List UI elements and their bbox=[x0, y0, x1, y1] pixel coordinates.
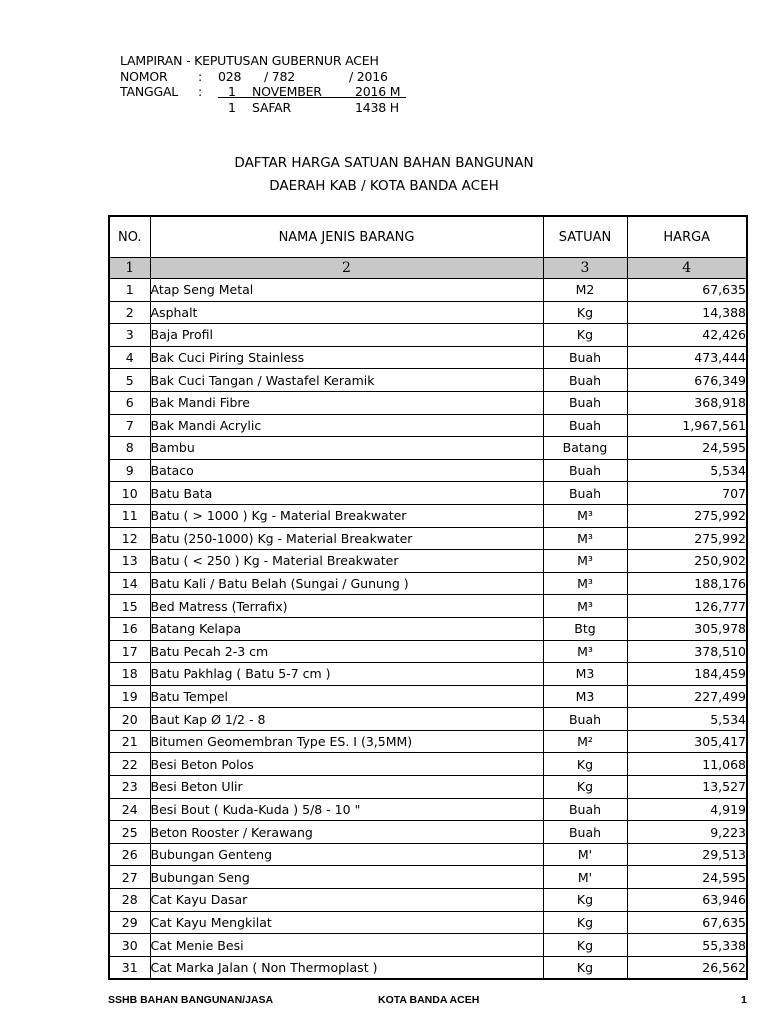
row-satuan: Kg bbox=[543, 776, 627, 799]
row-no: 28 bbox=[109, 889, 150, 912]
tanggal-label: TANGGAL bbox=[120, 84, 179, 99]
row-harga: 126,777 bbox=[627, 595, 747, 618]
nomor-colon: : bbox=[198, 68, 203, 84]
row-name: Bak Cuci Piring Stainless bbox=[150, 346, 543, 369]
row-satuan: M3 bbox=[543, 685, 627, 708]
header-satuan: SATUAN bbox=[543, 216, 627, 258]
row-harga: 275,992 bbox=[627, 527, 747, 550]
row-harga: 473,444 bbox=[627, 346, 747, 369]
row-no: 21 bbox=[109, 730, 150, 753]
table-row bbox=[109, 640, 747, 663]
table-row bbox=[109, 753, 747, 776]
hijri-month: SAFAR bbox=[252, 99, 291, 115]
table-row bbox=[109, 527, 747, 550]
document-title bbox=[0, 152, 768, 198]
row-no: 31 bbox=[109, 956, 150, 979]
nomor-part-a: 028 bbox=[218, 68, 242, 84]
row-satuan: Buah bbox=[543, 482, 627, 505]
row-satuan: Buah bbox=[543, 414, 627, 437]
hijri-year: 1438 H bbox=[355, 99, 399, 115]
row-harga: 24,595 bbox=[627, 437, 747, 460]
table-body bbox=[109, 258, 747, 980]
row-satuan: Kg bbox=[543, 956, 627, 979]
row-name: Batu ( < 250 ) Kg - Material Breakwater bbox=[150, 550, 543, 573]
row-no: 23 bbox=[109, 776, 150, 799]
table-row bbox=[109, 437, 747, 460]
row-name: Besi Bout ( Kuda-Kuda ) 5/8 - 10 " bbox=[150, 798, 543, 821]
row-harga: 26,562 bbox=[627, 956, 747, 979]
row-name: Bubungan Genteng bbox=[150, 843, 543, 866]
row-name: Besi Beton Ulir bbox=[150, 776, 543, 799]
row-harga: 29,513 bbox=[627, 843, 747, 866]
row-satuan: Kg bbox=[543, 911, 627, 934]
row-satuan: Buah bbox=[543, 459, 627, 482]
row-harga: 305,978 bbox=[627, 617, 747, 640]
row-no: 25 bbox=[109, 821, 150, 844]
row-harga: 67,635 bbox=[627, 279, 747, 302]
row-name: Batang Kelapa bbox=[150, 617, 543, 640]
row-name: Atap Seng Metal bbox=[150, 279, 543, 302]
row-no: 15 bbox=[109, 595, 150, 618]
row-no: 26 bbox=[109, 843, 150, 866]
table-row bbox=[109, 279, 747, 302]
page-number: 1 bbox=[741, 994, 747, 1006]
row-name: Bed Matress (Terrafix) bbox=[150, 595, 543, 618]
row-harga: 9,223 bbox=[627, 821, 747, 844]
row-no: 2 bbox=[109, 301, 150, 324]
row-satuan: M³ bbox=[543, 572, 627, 595]
row-no: 3 bbox=[109, 324, 150, 347]
table-row bbox=[109, 776, 747, 799]
table-row bbox=[109, 821, 747, 844]
table-row bbox=[109, 956, 747, 979]
row-name: Bak Mandi Acrylic bbox=[150, 414, 543, 437]
table-row bbox=[109, 685, 747, 708]
row-harga: 275,992 bbox=[627, 504, 747, 527]
row-harga: 188,176 bbox=[627, 572, 747, 595]
tanggal-day: 1 bbox=[228, 84, 236, 99]
table-row bbox=[109, 550, 747, 573]
row-harga: 11,068 bbox=[627, 753, 747, 776]
row-no: 7 bbox=[109, 414, 150, 437]
row-satuan: Batang bbox=[543, 437, 627, 460]
row-name: Besi Beton Polos bbox=[150, 753, 543, 776]
row-name: Bitumen Geomembran Type ES. I (3,5MM) bbox=[150, 730, 543, 753]
row-satuan: Buah bbox=[543, 369, 627, 392]
row-name: Batu Pakhlag ( Batu 5-7 cm ) bbox=[150, 663, 543, 686]
row-satuan: M³ bbox=[543, 550, 627, 573]
row-name: Bubungan Seng bbox=[150, 866, 543, 889]
row-name: Cat Kayu Dasar bbox=[150, 889, 543, 912]
row-harga: 227,499 bbox=[627, 685, 747, 708]
row-harga: 1,967,561 bbox=[627, 414, 747, 437]
row-no: 12 bbox=[109, 527, 150, 550]
row-no: 11 bbox=[109, 504, 150, 527]
column-number: 2 bbox=[150, 258, 543, 279]
row-no: 1 bbox=[109, 279, 150, 302]
tanggal-year: 2016 M bbox=[355, 84, 401, 99]
row-no: 13 bbox=[109, 550, 150, 573]
row-name: Baut Kap Ø 1/2 - 8 bbox=[150, 708, 543, 731]
nomor-part-b: / 782 bbox=[264, 68, 296, 84]
row-no: 14 bbox=[109, 572, 150, 595]
table-row bbox=[109, 617, 747, 640]
row-no: 30 bbox=[109, 934, 150, 957]
nomor-label: NOMOR bbox=[120, 68, 168, 84]
table-row bbox=[109, 708, 747, 731]
row-satuan: Buah bbox=[543, 708, 627, 731]
row-name: Batu Bata bbox=[150, 482, 543, 505]
row-satuan: M² bbox=[543, 730, 627, 753]
row-name: Bak Mandi Fibre bbox=[150, 391, 543, 414]
table-row bbox=[109, 301, 747, 324]
row-name: Asphalt bbox=[150, 301, 543, 324]
row-no: 5 bbox=[109, 369, 150, 392]
table-header-row bbox=[109, 216, 747, 258]
row-no: 10 bbox=[109, 482, 150, 505]
row-harga: 5,534 bbox=[627, 459, 747, 482]
tanggal-colon: : bbox=[198, 84, 203, 99]
row-no: 16 bbox=[109, 617, 150, 640]
row-name: Bataco bbox=[150, 459, 543, 482]
table-row bbox=[109, 414, 747, 437]
table-row bbox=[109, 934, 747, 957]
row-no: 22 bbox=[109, 753, 150, 776]
table-row bbox=[109, 482, 747, 505]
header-harga: HARGA bbox=[627, 216, 747, 258]
column-number: 4 bbox=[627, 258, 747, 279]
row-name: Cat Menie Besi bbox=[150, 934, 543, 957]
row-satuan: Buah bbox=[543, 391, 627, 414]
row-harga: 184,459 bbox=[627, 663, 747, 686]
row-name: Beton Rooster / Kerawang bbox=[150, 821, 543, 844]
row-no: 6 bbox=[109, 391, 150, 414]
row-satuan: M' bbox=[543, 843, 627, 866]
row-harga: 24,595 bbox=[627, 866, 747, 889]
table-row bbox=[109, 889, 747, 912]
row-satuan: Buah bbox=[543, 346, 627, 369]
title-line-1: DAFTAR HARGA SATUAN BAHAN BANGUNAN bbox=[234, 155, 534, 171]
row-satuan: M' bbox=[543, 866, 627, 889]
row-name: Bambu bbox=[150, 437, 543, 460]
row-satuan: M3 bbox=[543, 663, 627, 686]
row-name: Batu Kali / Batu Belah (Sungai / Gunung ) bbox=[150, 572, 543, 595]
decree-title: LAMPIRAN - KEPUTUSAN GUBERNUR ACEH bbox=[120, 53, 379, 68]
row-name: Batu ( > 1000 ) Kg - Material Breakwater bbox=[150, 504, 543, 527]
row-satuan: Buah bbox=[543, 821, 627, 844]
row-no: 4 bbox=[109, 346, 150, 369]
row-satuan: M³ bbox=[543, 595, 627, 618]
tanggal-month: NOVEMBER bbox=[252, 84, 322, 99]
header-name: NAMA JENIS BARANG bbox=[150, 216, 543, 258]
row-satuan: M³ bbox=[543, 527, 627, 550]
table-row bbox=[109, 663, 747, 686]
row-no: 9 bbox=[109, 459, 150, 482]
row-satuan: M2 bbox=[543, 279, 627, 302]
row-no: 27 bbox=[109, 866, 150, 889]
table-row bbox=[109, 595, 747, 618]
table-row bbox=[109, 346, 747, 369]
row-harga: 4,919 bbox=[627, 798, 747, 821]
row-harga: 42,426 bbox=[627, 324, 747, 347]
header-no: NO. bbox=[109, 216, 150, 258]
table-row bbox=[109, 324, 747, 347]
row-harga: 14,388 bbox=[627, 301, 747, 324]
row-name: Batu Tempel bbox=[150, 685, 543, 708]
row-satuan: Kg bbox=[543, 301, 627, 324]
row-harga: 707 bbox=[627, 482, 747, 505]
column-number: 1 bbox=[109, 258, 150, 279]
price-table bbox=[108, 215, 748, 980]
row-name: Bak Cuci Tangan / Wastafel Keramik bbox=[150, 369, 543, 392]
row-satuan: M³ bbox=[543, 504, 627, 527]
nomor-part-c: / 2016 bbox=[349, 68, 388, 84]
table-row bbox=[109, 843, 747, 866]
row-name: Cat Kayu Mengkilat bbox=[150, 911, 543, 934]
table-row bbox=[109, 730, 747, 753]
row-no: 8 bbox=[109, 437, 150, 460]
column-number: 3 bbox=[543, 258, 627, 279]
row-no: 20 bbox=[109, 708, 150, 731]
column-number-row bbox=[109, 258, 747, 279]
row-no: 24 bbox=[109, 798, 150, 821]
row-satuan: Btg bbox=[543, 617, 627, 640]
row-name: Baja Profil bbox=[150, 324, 543, 347]
hijri-day: 1 bbox=[228, 99, 236, 115]
row-satuan: Kg bbox=[543, 324, 627, 347]
row-satuan: Kg bbox=[543, 753, 627, 776]
row-harga: 378,510 bbox=[627, 640, 747, 663]
row-harga: 63,946 bbox=[627, 889, 747, 912]
row-no: 17 bbox=[109, 640, 150, 663]
title-line-2: DAERAH KAB / KOTA BANDA ACEH bbox=[269, 178, 499, 194]
row-harga: 67,635 bbox=[627, 911, 747, 934]
row-name: Cat Marka Jalan ( Non Thermoplast ) bbox=[150, 956, 543, 979]
row-no: 29 bbox=[109, 911, 150, 934]
row-harga: 305,417 bbox=[627, 730, 747, 753]
table-row bbox=[109, 504, 747, 527]
row-harga: 55,338 bbox=[627, 934, 747, 957]
row-harga: 250,902 bbox=[627, 550, 747, 573]
row-satuan: Kg bbox=[543, 934, 627, 957]
row-harga: 5,534 bbox=[627, 708, 747, 731]
table-row bbox=[109, 866, 747, 889]
table-row bbox=[109, 459, 747, 482]
row-harga: 676,349 bbox=[627, 369, 747, 392]
table-row bbox=[109, 798, 747, 821]
row-no: 18 bbox=[109, 663, 150, 686]
table-row bbox=[109, 911, 747, 934]
row-harga: 13,527 bbox=[627, 776, 747, 799]
row-name: Batu (250-1000) Kg - Material Breakwater bbox=[150, 527, 543, 550]
row-name: Batu Pecah 2-3 cm bbox=[150, 640, 543, 663]
row-harga: 368,918 bbox=[627, 391, 747, 414]
footer-center: KOTA BANDA ACEH bbox=[378, 994, 480, 1006]
row-satuan: Kg bbox=[543, 889, 627, 912]
footer-left: SSHB BAHAN BANGUNAN/JASA bbox=[108, 994, 274, 1006]
table-row bbox=[109, 572, 747, 595]
row-no: 19 bbox=[109, 685, 150, 708]
row-satuan: Buah bbox=[543, 798, 627, 821]
row-satuan: M³ bbox=[543, 640, 627, 663]
table-row bbox=[109, 391, 747, 414]
table-row bbox=[109, 369, 747, 392]
